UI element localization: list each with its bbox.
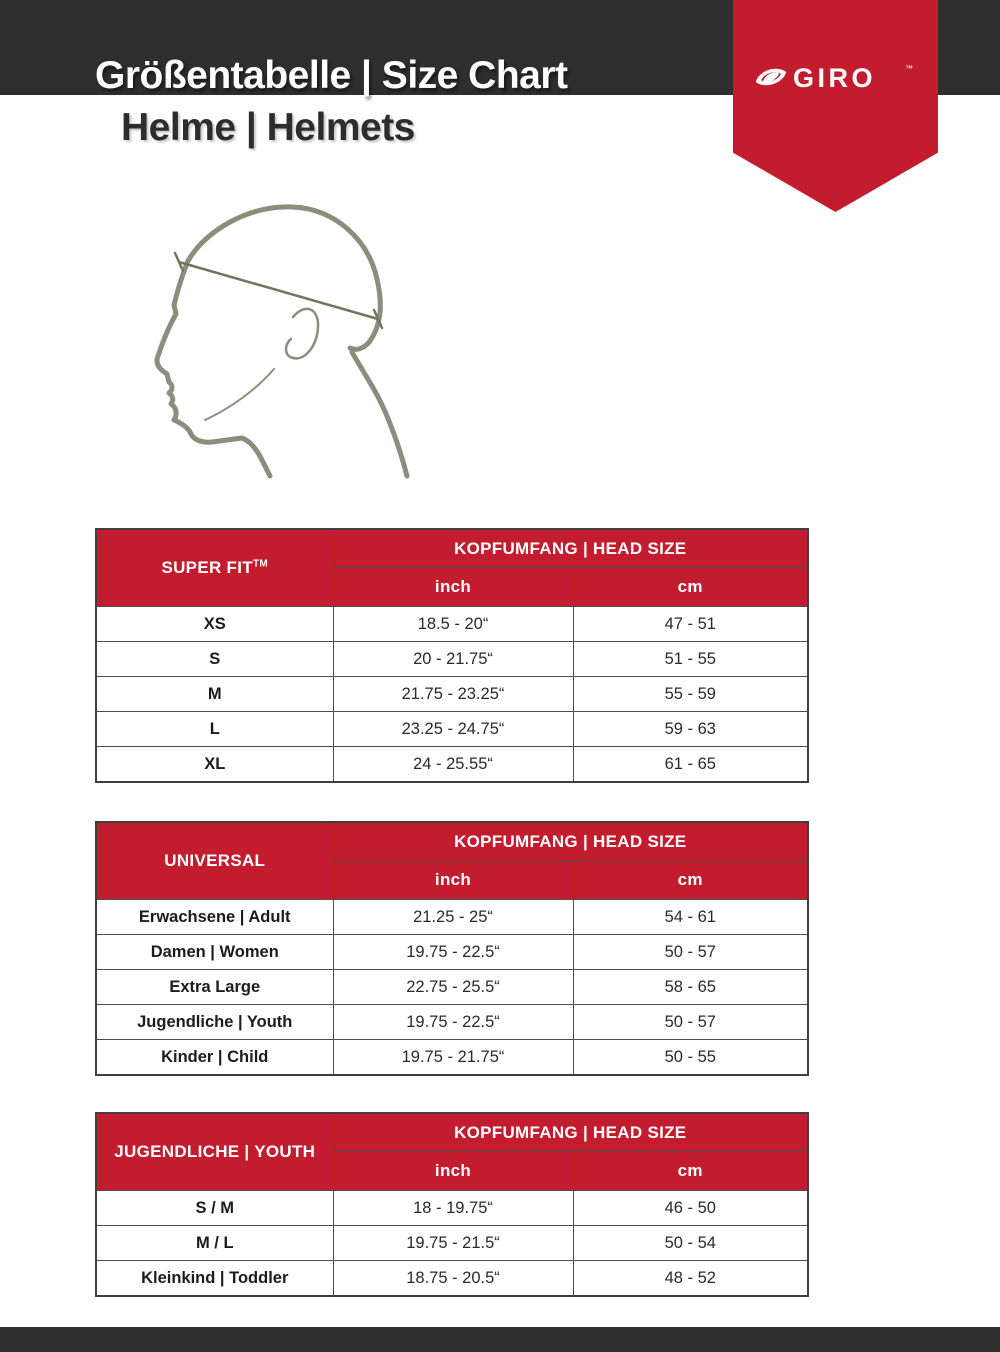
cm-value: 55 - 59 [573,677,808,712]
cm-value: 54 - 61 [573,900,808,935]
head-neck-line [352,352,407,476]
giro-eye-icon [753,65,788,89]
table-row [96,935,808,970]
table-row [96,900,808,935]
inch-value: 18 - 19.75“ [333,1191,573,1226]
head-face-line [157,261,270,476]
table-row [96,677,808,712]
inch-value: 23.25 - 24.75“ [333,712,573,747]
row-label: XS [96,607,333,642]
cm-value: 46 - 50 [573,1191,808,1226]
size-table-youth [95,1112,809,1297]
inch-value: 19.75 - 21.75“ [333,1040,573,1076]
giro-trademark: ™ [905,64,913,73]
inch-value: 18.75 - 20.5“ [333,1261,573,1297]
group-label: JUGENDLICHE | YOUTH [114,1142,316,1161]
cm-value: 61 - 65 [573,747,808,783]
row-label: M / L [96,1226,333,1261]
head-size-header-cell: KOPFUMFANG | HEAD SIZE [333,822,808,861]
unit-cm-header: cm [573,568,808,607]
giro-wordmark: GIRO [793,63,877,93]
inch-value: 19.75 - 22.5“ [333,1005,573,1040]
group-label-cell [96,822,333,900]
table-header-row [96,529,808,568]
size-table-universal [95,821,809,1076]
group-label: UNIVERSAL [164,851,266,870]
row-label: Kinder | Child [96,1040,333,1076]
bottom-band [0,1327,1000,1352]
unit-inch-header: inch [333,1152,573,1191]
row-label: XL [96,747,333,783]
row-label: S [96,642,333,677]
head-jaw-line [205,369,274,420]
head-measurement-illustration [143,197,443,487]
giro-logo [753,60,919,94]
head-size-header-cell: KOPFUMFANG | HEAD SIZE [333,529,808,568]
row-label: M [96,677,333,712]
table-row [96,607,808,642]
cm-value: 48 - 52 [573,1261,808,1297]
table-header-row [96,822,808,861]
row-label: Extra Large [96,970,333,1005]
size-table-superfit [95,528,809,783]
cm-value: 59 - 63 [573,712,808,747]
row-label: Jugendliche | Youth [96,1005,333,1040]
table-row [96,712,808,747]
page-title: Größentabelle | Size Chart [95,54,568,97]
group-label-cell [96,529,333,607]
cm-value: 50 - 57 [573,1005,808,1040]
group-label: SUPER FIT [161,558,253,577]
row-label: Damen | Women [96,935,333,970]
inch-value: 22.75 - 25.5“ [333,970,573,1005]
cm-value: 58 - 65 [573,970,808,1005]
inch-value: 18.5 - 20“ [333,607,573,642]
head-ear-line [286,309,318,359]
table-row [96,1040,808,1076]
unit-cm-header: cm [573,1152,808,1191]
unit-inch-header: inch [333,861,573,900]
head-crown-line [188,207,380,349]
inch-value: 19.75 - 21.5“ [333,1226,573,1261]
table-row [96,1261,808,1297]
inch-value: 19.75 - 22.5“ [333,935,573,970]
row-label: L [96,712,333,747]
inch-value: 24 - 25.55“ [333,747,573,783]
cm-value: 50 - 55 [573,1040,808,1076]
group-label-sup: TM [252,558,269,570]
table-row [96,747,808,783]
row-label: S / M [96,1191,333,1226]
head-size-header-cell: KOPFUMFANG | HEAD SIZE [333,1113,808,1152]
cm-value: 51 - 55 [573,642,808,677]
brand-ribbon [733,0,938,212]
inch-value: 20 - 21.75“ [333,642,573,677]
head-measure-line [175,253,382,328]
page-subtitle: Helme | Helmets [121,106,415,149]
inch-value: 21.25 - 25“ [333,900,573,935]
group-label-cell [96,1113,333,1191]
table-row [96,642,808,677]
inch-value: 21.75 - 23.25“ [333,677,573,712]
unit-inch-header: inch [333,568,573,607]
unit-cm-header: cm [573,861,808,900]
cm-value: 50 - 54 [573,1226,808,1261]
table-row [96,1191,808,1226]
table-row [96,1005,808,1040]
cm-value: 47 - 51 [573,607,808,642]
cm-value: 50 - 57 [573,935,808,970]
row-label: Kleinkind | Toddler [96,1261,333,1297]
row-label: Erwachsene | Adult [96,900,333,935]
table-row [96,970,808,1005]
table-header-row [96,1113,808,1152]
table-row [96,1226,808,1261]
